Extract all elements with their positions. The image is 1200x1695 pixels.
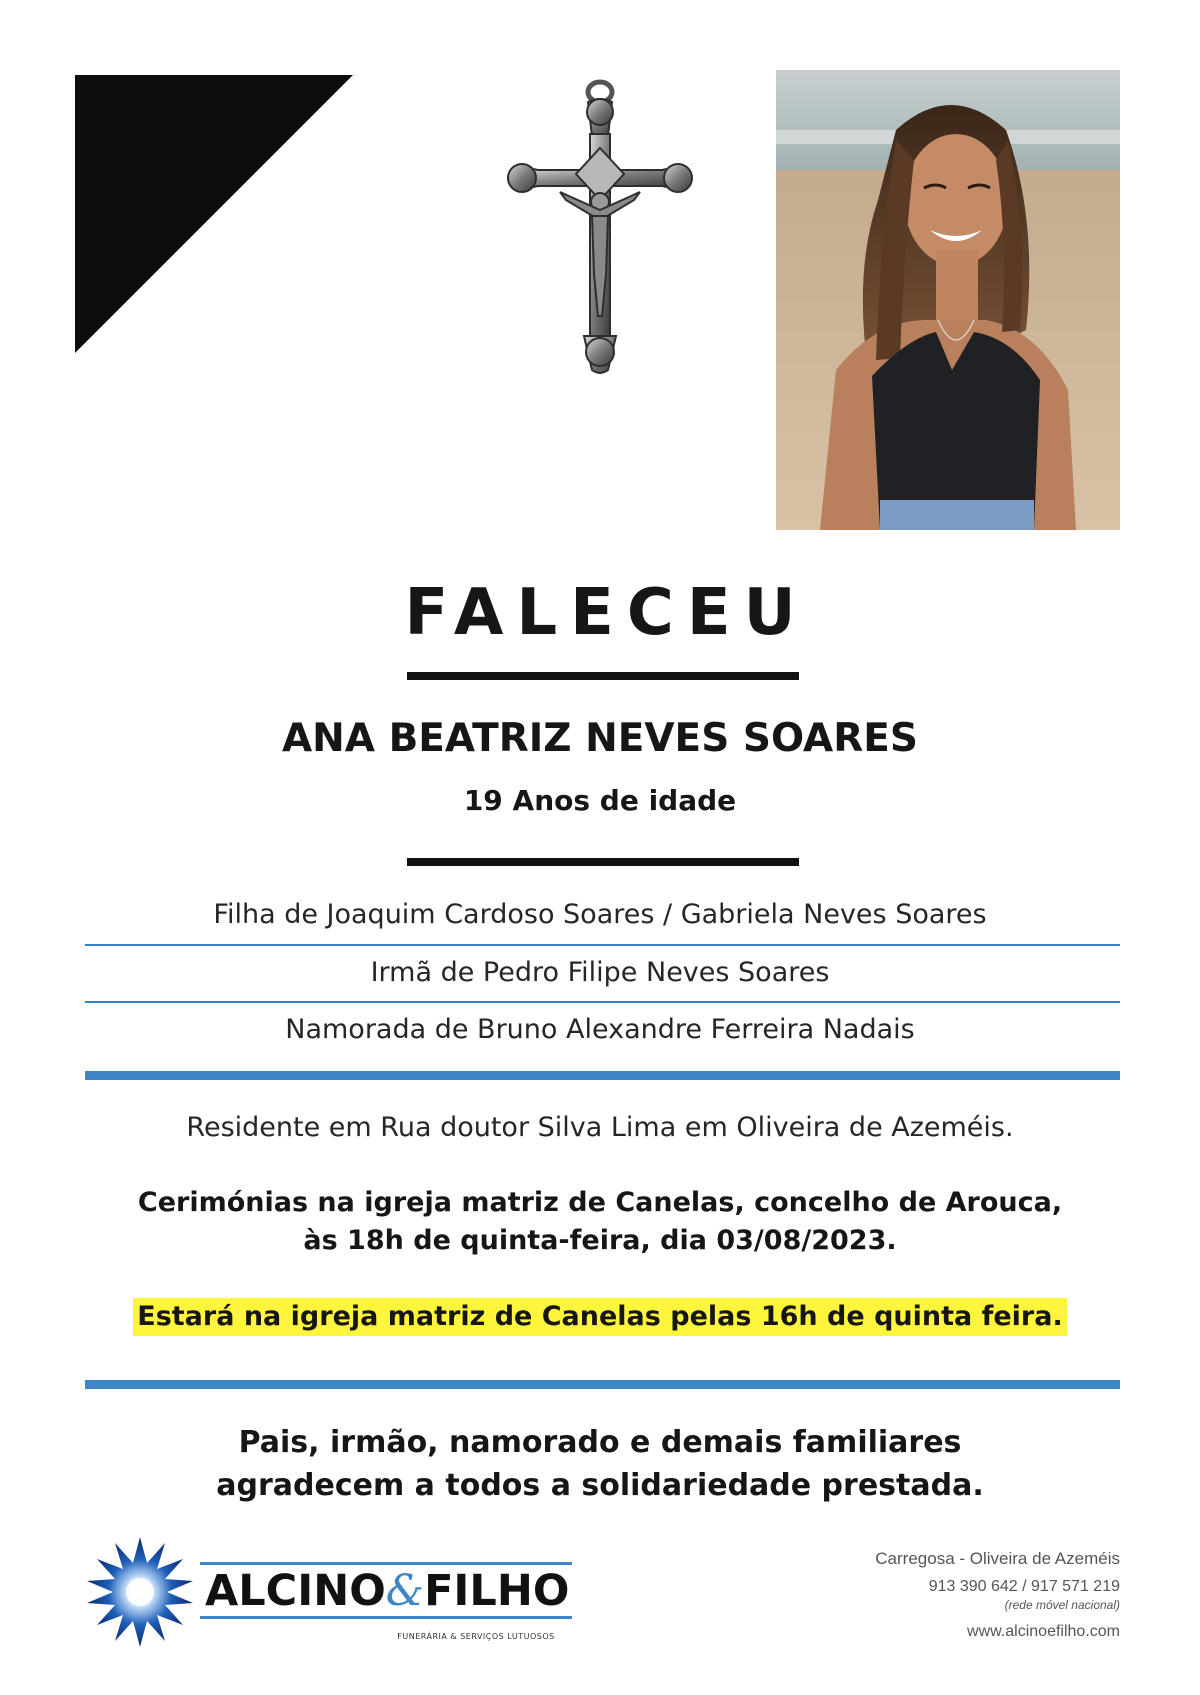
contact-phones: 913 390 642 / 917 571 219: [928, 1578, 1120, 1595]
viewing-notice-text: Estará na igreja matriz de Canelas pelas 16h de quinta feira.: [133, 1298, 1066, 1336]
brand-name-part: FILHO: [424, 1566, 570, 1616]
brand-tagline: FUNERÁRIA & SERVIÇOS LUTUOSOS: [397, 1632, 555, 1641]
viewing-notice: [0, 1298, 1200, 1336]
divider-rule: [407, 858, 799, 866]
contact-phone-note: (rede móvel nacional): [1004, 1598, 1120, 1612]
family-line: Filha de Joaquim Cardoso Soares / Gabriela Neves Soares: [213, 899, 987, 930]
divider-rule: [85, 944, 1120, 946]
thanks-text: agradecem a todos a solidariedade prestada.: [216, 1468, 984, 1503]
logo-starburst-icon: [85, 1537, 195, 1647]
ceremony-text: às 18h de quinta-feira, dia 03/08/2023.: [303, 1225, 897, 1256]
deceased-name: ANA BEATRIZ NEVES SOARES: [281, 716, 919, 761]
crucifix-icon: [500, 78, 700, 376]
divider-rule: [85, 1001, 1120, 1003]
contact-location: Carregosa - Oliveira de Azeméis: [875, 1549, 1120, 1568]
mourning-ribbon-icon: [75, 75, 353, 353]
thanks-text: Pais, irmão, namorado e demais familiares: [238, 1425, 962, 1460]
brand-name-part: ALCINO: [205, 1566, 386, 1616]
deceased-age: 19 Anos de idade: [463, 784, 737, 817]
brand-ampersand: &: [385, 1566, 425, 1616]
divider-rule: [407, 672, 799, 680]
contact-website[interactable]: www.alcinoefilho.com: [967, 1623, 1120, 1640]
brand-name: [205, 1565, 569, 1617]
family-line: Namorada de Bruno Alexandre Ferreira Nadais: [285, 1014, 915, 1045]
headline: FALECEU: [404, 576, 809, 650]
family-line: Irmã de Pedro Filipe Neves Soares: [370, 957, 830, 988]
brand-rule: [200, 1616, 572, 1619]
ceremony-text: Cerimónias na igreja matriz de Canelas, concelho de Arouca,: [137, 1187, 1063, 1218]
divider-rule: [85, 1071, 1120, 1080]
divider-rule: [85, 1380, 1120, 1389]
residence-text: Residente em Rua doutor Silva Lima em Oliveira de Azeméis.: [186, 1112, 1014, 1143]
portrait-photo: [776, 70, 1120, 530]
